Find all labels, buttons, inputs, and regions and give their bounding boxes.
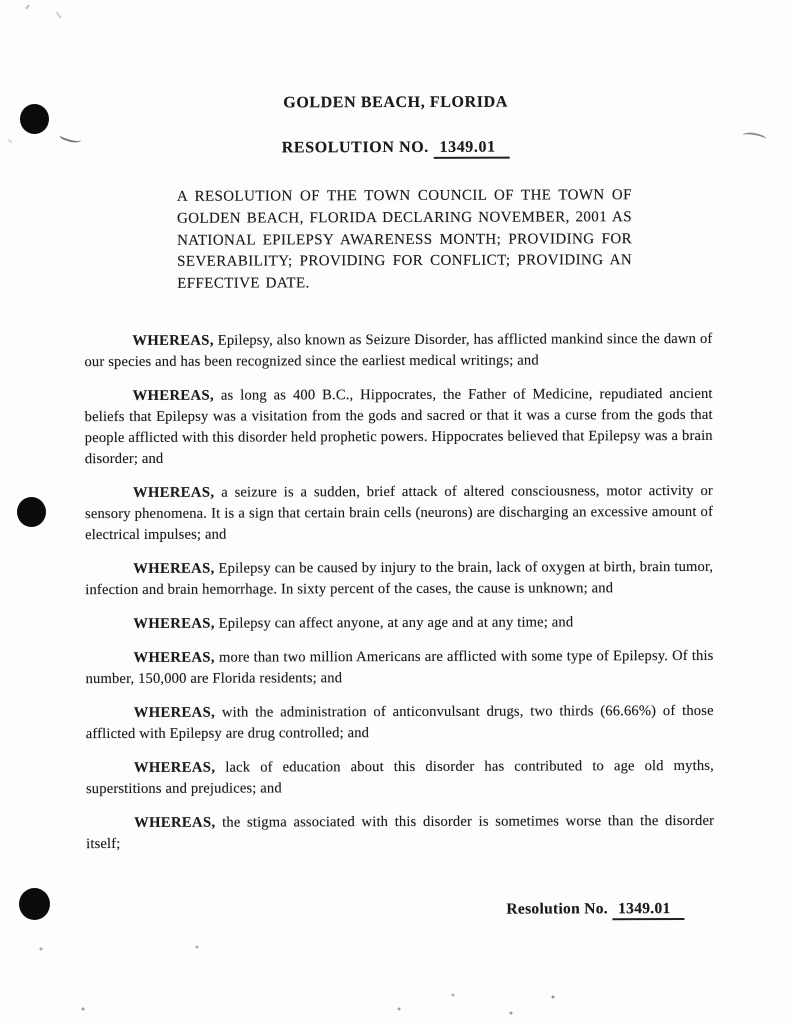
whereas-clause (86, 756, 714, 800)
whereas-lead: WHEREAS, (133, 649, 216, 666)
whereas-text: Epilepsy can affect anyone, at any age and at any time; and (214, 614, 574, 632)
resolution-summary: A RESOLUTION OF THE TOWN COUNCIL OF THE TOWN OF GOLDEN BEACH, FLORIDA DECLARING NOVEMBER, 2001 AS NATIONAL EPILEPSY AWARENESS MONTH; PROVIDING FOR SEVERABILITY; PROVIDING FOR CONFLICT; PROVIDING AN EFFECTIVE DATE. (176, 187, 633, 292)
footer-resolution-label: Resolution No. (506, 900, 608, 918)
whereas-lead: WHEREAS, (132, 387, 215, 404)
resolution-heading (0, 138, 793, 159)
resolution-number: 1349.01 (433, 139, 509, 159)
whereas-text: the stigma associated with this disorder is sometimes worse than the disorder itself; (86, 812, 715, 853)
whereas-text: lack of education about this disorder has contributed to age old myths, superstitions and prejudices; and (85, 757, 714, 798)
whereas-lead: WHEREAS, (133, 560, 215, 577)
footer-resolution-number (506, 900, 684, 919)
whereas-clauses (84, 329, 714, 868)
whereas-clause (85, 646, 713, 690)
whereas-clause (85, 481, 713, 546)
whereas-clause (85, 384, 713, 470)
whereas-lead: WHEREAS, (134, 814, 216, 831)
whereas-clause (86, 811, 714, 855)
footer-resolution-value: 1349.01 (612, 900, 685, 920)
whereas-clause (85, 557, 713, 601)
resolution-label: RESOLUTION NO. (281, 138, 429, 157)
city-title: GOLDEN BEACH, FLORIDA (283, 93, 508, 112)
whereas-lead: WHEREAS, (133, 704, 216, 721)
whereas-clause (84, 329, 712, 373)
whereas-text: more than two million Americans are afflicted with some type of Epilepsy. Of this number, 150,000 are Florida residents; and (85, 647, 714, 688)
whereas-text: Epilepsy, also known as Seizure Disorder, has afflicted mankind since the dawn of our species and has been recognized since the earliest medical writings; and (84, 330, 713, 371)
whereas-lead: WHEREAS, (132, 332, 214, 349)
whereas-text: a seizure is a sudden, brief attack of altered consciousness, motor activity or sensory phenomena. It is a sign that certain brain cells (neurons) are discharging an excessive amount of electrical impulses; and (84, 482, 714, 544)
whereas-text: as long as 400 B.C., Hippocrates, the Father of Medicine, repudiated ancient beliefs that Epilepsy was a visitation from the gods and sacred or that it was a curse from the gods that people afflicted with this disorder held prophetic powers. Hippocrates believed that Epilepsy was a brain disorder; and (84, 385, 713, 468)
whereas-lead: WHEREAS, (132, 484, 215, 501)
whereas-lead: WHEREAS, (133, 615, 215, 632)
whereas-clause (86, 701, 714, 745)
whereas-clause (85, 612, 713, 635)
whereas-text: Epilepsy can be caused by injury to the brain, lack of oxygen at birth, brain tumor, infection and brain hemorrhage. In sixty percent of the cases, the cause is unknown; and (85, 558, 714, 599)
whereas-lead: WHEREAS, (133, 759, 216, 776)
whereas-text: with the administration of anticonvulsant drugs, two thirds (66.66%) of those afflicted with Epilepsy are drug controlled; and (85, 702, 714, 743)
